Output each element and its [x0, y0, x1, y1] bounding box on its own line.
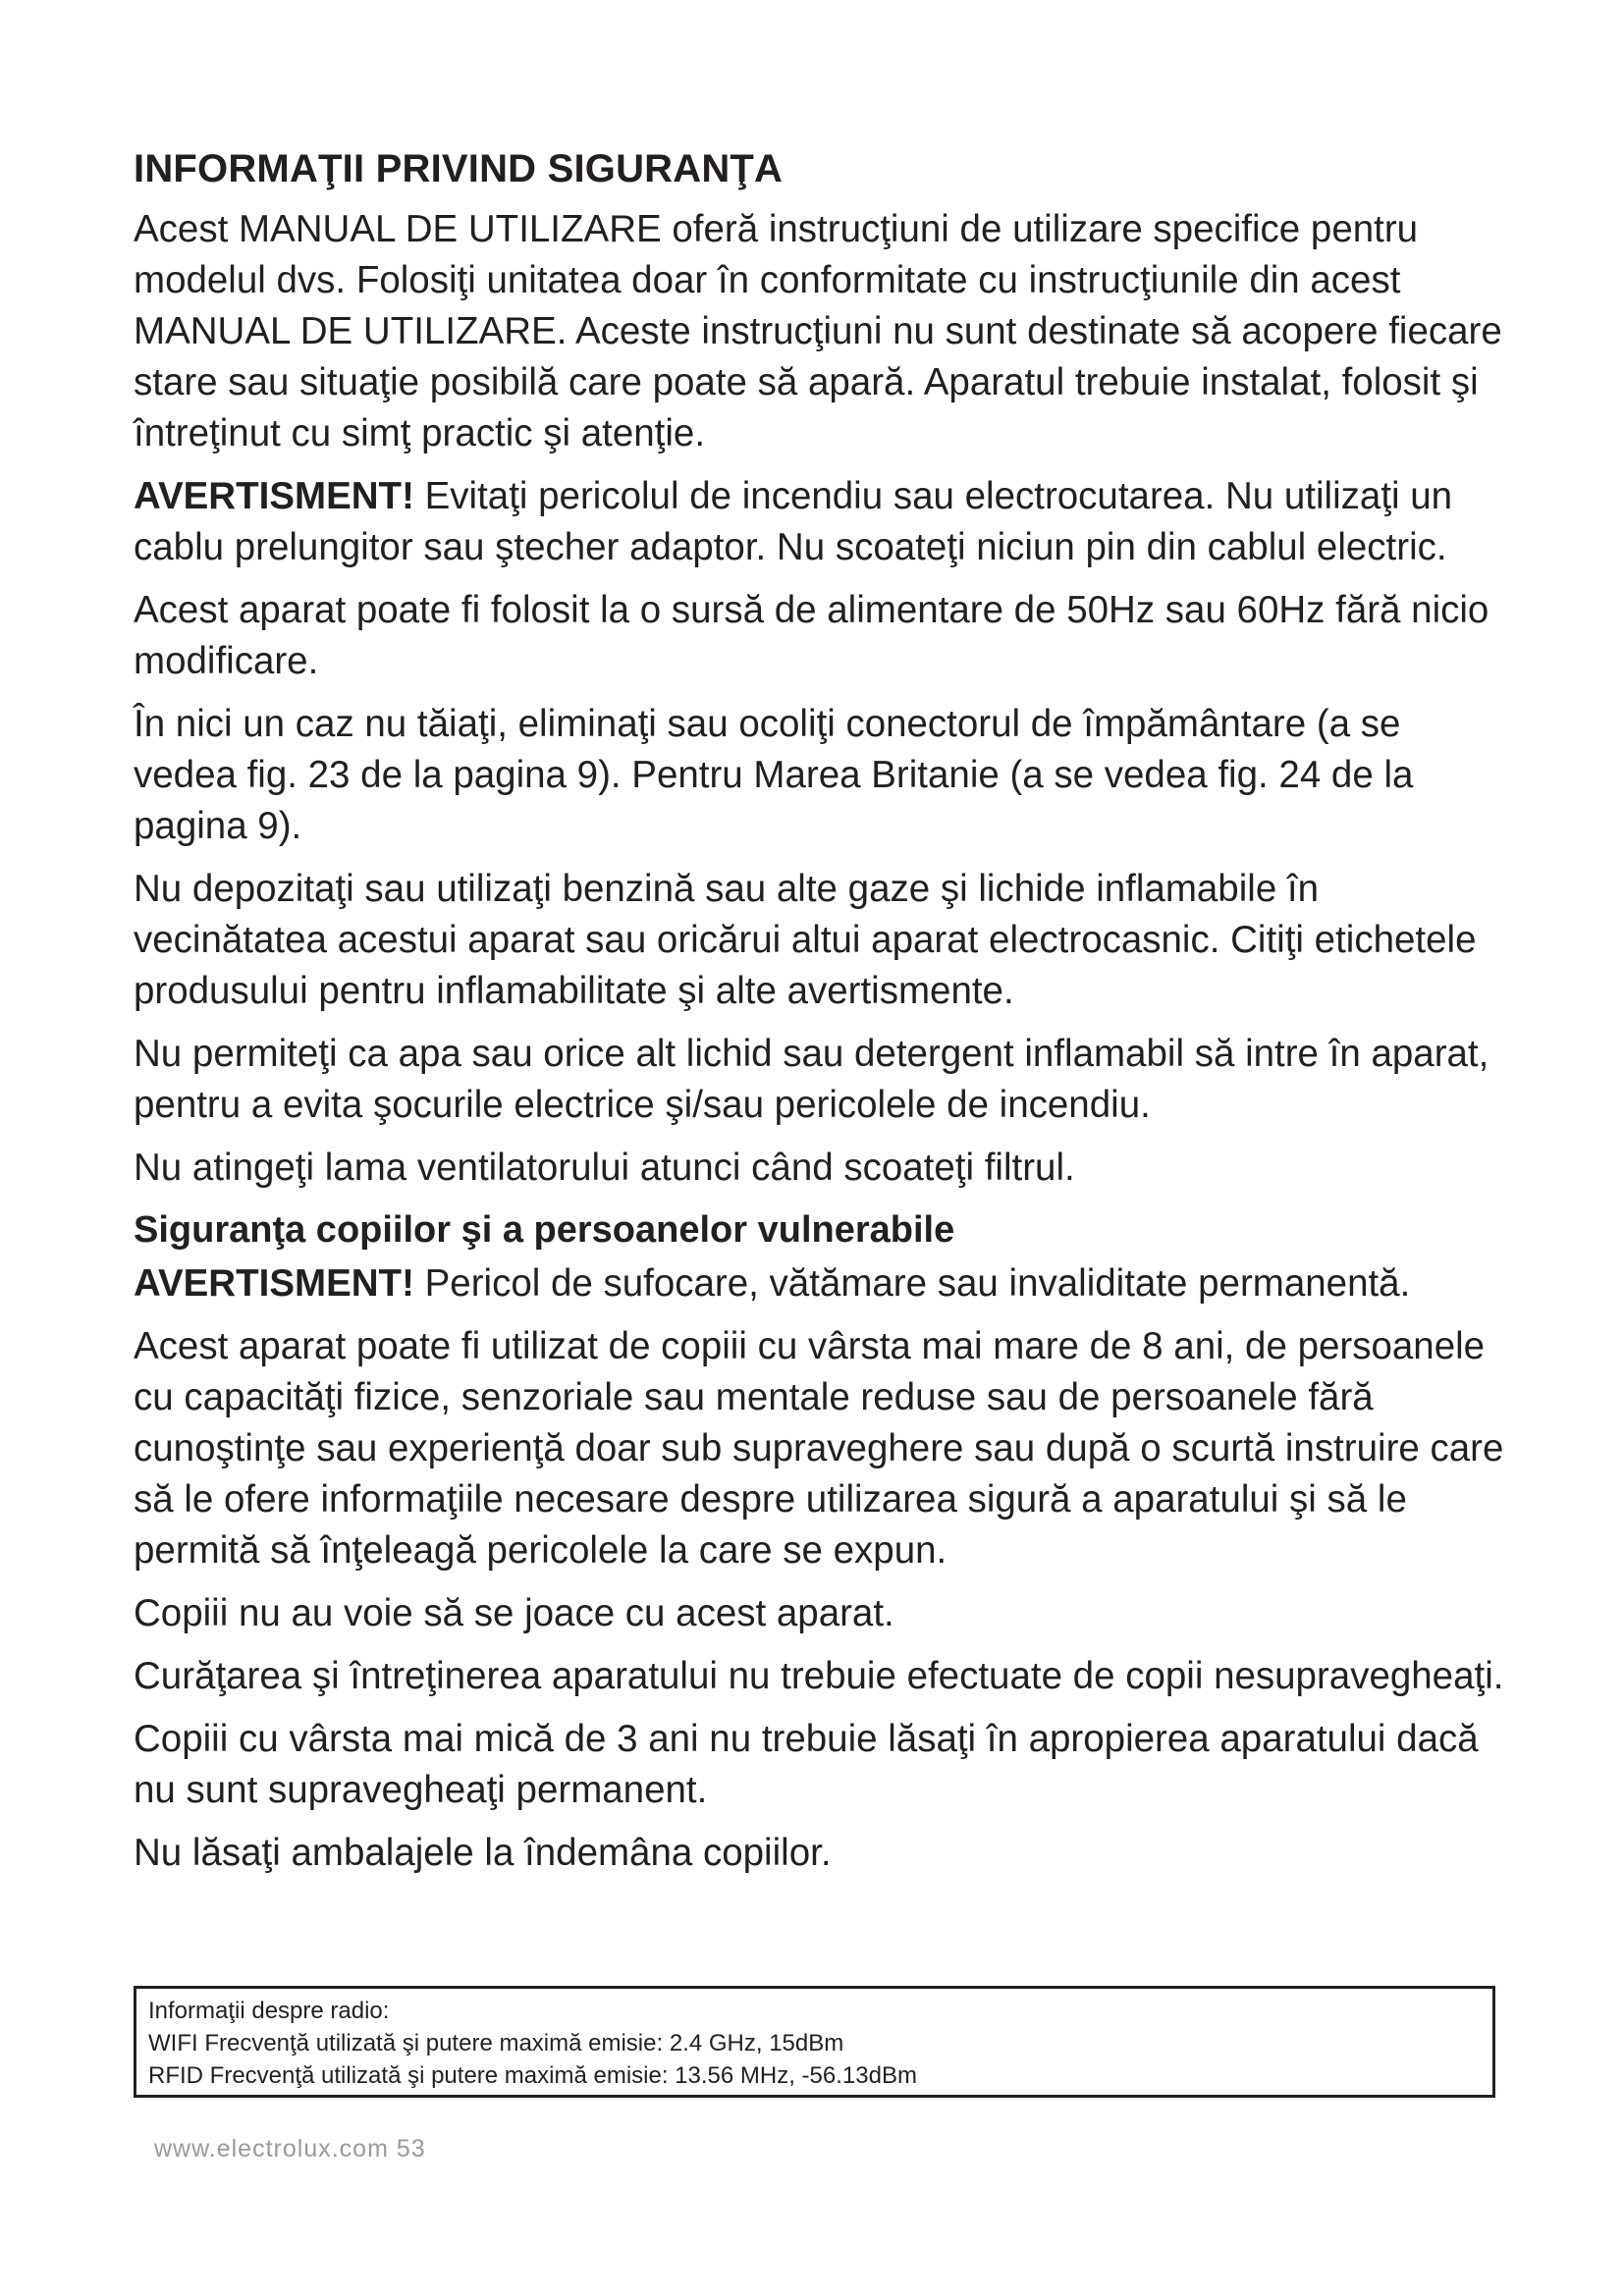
subsection-title: Siguranţa copiilor şi a persoanelor vulnerabile: [134, 1209, 955, 1251]
paragraph-power-supply: Acest aparat poate fi folosit la o sursă de alimentare de 50Hz sau 60Hz fără nicio modificare.: [134, 589, 1489, 682]
paragraph-grounding: În nici un caz nu tăiaţi, eliminaţi sau ocoliţi conectorul de împământare (a se vedea fig. 23 de la pagina 9). Pentru Marea Britanie (a se vedea fig. 24 de la pagina 9).: [134, 703, 1414, 847]
paragraph-fan-blade: Nu atingeţi lama ventilatorului atunci când scoateţi filtrul.: [134, 1147, 1075, 1189]
paragraph-cleaning: Curăţarea şi întreţinerea aparatului nu trebuie efectuate de copii nesupravegheaţi.: [134, 1655, 1504, 1697]
warning-paragraph: [134, 471, 1508, 573]
warning-paragraph-children: [134, 1258, 1508, 1309]
warning-label: AVERTISMENT!: [134, 475, 414, 517]
paragraph-packaging: Nu lăsaţi ambalajele la îndemâna copiilor.: [134, 1832, 832, 1874]
radio-info-box: [134, 1986, 1495, 2098]
warning-label: AVERTISMENT!: [134, 1262, 414, 1305]
paragraph-children-usage: Acest aparat poate fi utilizat de copiii cu vârsta mai mare de 8 ani, de persoanele cu capacităţi fizice, senzoriale sau mentale reduse sau de persoanele fără cunoştinţe sau experienţă doar sub supraveghere sau după o scurtă instruire care să le ofere informaţiile necesare despre utilizarea sigură a aparatului şi să le permită să înţeleagă pericolele la care se expun.: [134, 1325, 1504, 1572]
paragraph-liquids: Nu permiteţi ca apa sau orice alt lichid sau detergent inflamabil să intre în aparat, pentru a evita şocurile electrice şi/sau pericolele de incendiu.: [134, 1033, 1489, 1126]
paragraph-under-3: Copiii cu vârsta mai mică de 3 ani nu trebuie lăsaţi în apropierea aparatului dacă nu sunt supravegheaţi permanent.: [134, 1718, 1479, 1811]
page-footer: www.electrolux.com 53: [154, 2135, 426, 2163]
radio-info-title: Informaţii despre radio:: [148, 1998, 390, 2024]
warning-text: Evitaţi pericolul de incendiu sau electrocutarea. Nu utilizaţi un cablu prelungitor sau ştecher adaptor. Nu scoateţi niciun pin din cablul electric.: [134, 475, 1453, 568]
section-title: INFORMAŢII PRIVIND SIGURANŢA: [134, 147, 784, 190]
safety-section: [134, 145, 1508, 1891]
paragraph-flammables: Nu depozitaţi sau utilizaţi benzină sau alte gaze şi lichide inflamabile în vecinătatea acestui aparat sau oricărui altui aparat electrocasnic. Citiţi etichetele produsului pentru inflamabilitate şi alte avertismente.: [134, 868, 1477, 1012]
paragraph-no-play: Copiii nu au voie să se joace cu acest aparat.: [134, 1592, 894, 1634]
radio-info-rfid: RFID Frecvenţă utilizată şi putere maximă emisie: 13.56 MHz, -56.13dBm: [148, 2062, 917, 2089]
radio-info-wifi: WIFI Frecvenţă utilizată şi putere maximă emisie: 2.4 GHz, 15dBm: [148, 2030, 844, 2056]
intro-paragraph: Acest MANUAL DE UTILIZARE oferă instrucţiuni de utilizare specifice pentru modelul dvs. Folosiţi unitatea doar în conformitate cu instrucţiunile din acest MANUAL DE UTILIZARE. Aceste instrucţiuni nu sunt destinate să acopere fiecare stare sau situaţie posibilă care poate să apară. Aparatul trebuie instalat, folosit şi întreţinut cu simţ practic şi atenţie.: [134, 208, 1502, 454]
warning-text: Pericol de sufocare, vătămare sau invaliditate permanentă.: [413, 1262, 1411, 1305]
